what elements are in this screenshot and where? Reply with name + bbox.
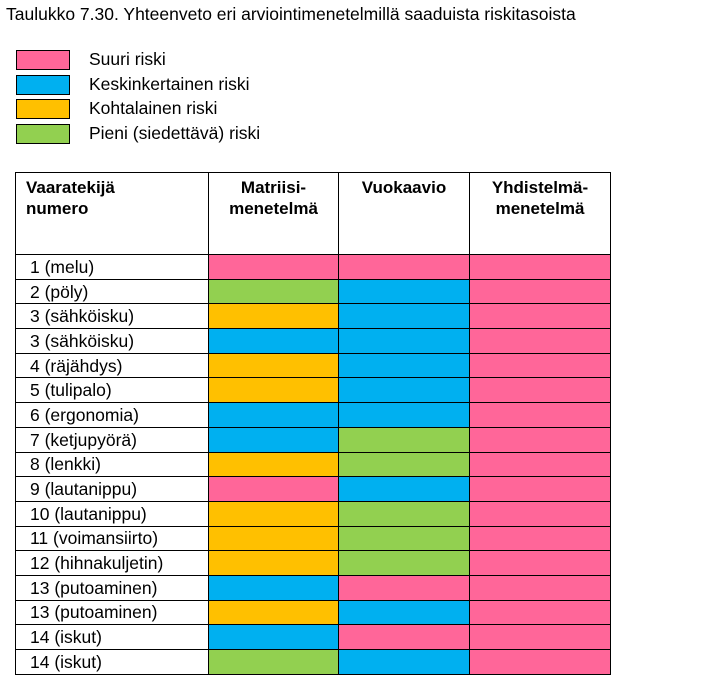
matrix-method-cell xyxy=(209,452,339,477)
flowchart-cell xyxy=(339,403,470,428)
hazard-number-cell: 13 (putoaminen) xyxy=(16,575,209,600)
flowchart-cell xyxy=(339,329,470,354)
hazard-number-cell: 3 (sähköisku) xyxy=(16,304,209,329)
matrix-method-cell xyxy=(209,329,339,354)
header-line: menetelmä xyxy=(495,199,585,218)
matrix-method-cell xyxy=(209,427,339,452)
table-row xyxy=(16,427,611,452)
flowchart-cell xyxy=(339,279,470,304)
flowchart-cell xyxy=(339,378,470,403)
combined-method-cell xyxy=(470,452,611,477)
combined-method-cell xyxy=(470,378,611,403)
header-line: Vuokaavio xyxy=(361,178,447,197)
hazard-number-cell: 9 (lautanippu) xyxy=(16,477,209,502)
table-row xyxy=(16,650,611,675)
combined-method-cell xyxy=(470,255,611,280)
hazard-number-cell: 7 (ketjupyörä) xyxy=(16,427,209,452)
matrix-method-cell xyxy=(209,477,339,502)
table-row xyxy=(16,551,611,576)
flowchart-cell xyxy=(339,477,470,502)
hazard-number-cell: 10 (lautanippu) xyxy=(16,501,209,526)
matrix-method-cell xyxy=(209,279,339,304)
combined-method-cell xyxy=(470,403,611,428)
hazard-number-cell: 2 (pöly) xyxy=(16,279,209,304)
flowchart-cell xyxy=(339,501,470,526)
flowchart-cell xyxy=(339,575,470,600)
table-caption: Taulukko 7.30. Yhteenveto eri arviointimenetelmillä saaduista riskitasoista xyxy=(6,4,576,24)
flowchart-cell xyxy=(339,526,470,551)
header-line: menetelmä xyxy=(229,199,318,218)
flowchart-cell xyxy=(339,650,470,675)
hazard-number-cell: 4 (räjähdys) xyxy=(16,353,209,378)
header-matrix-method xyxy=(209,173,339,255)
combined-method-cell xyxy=(470,526,611,551)
hazard-number-cell: 1 (melu) xyxy=(16,255,209,280)
combined-method-cell xyxy=(470,600,611,625)
header-hazard-number xyxy=(16,173,209,255)
combined-method-cell xyxy=(470,477,611,502)
table-body xyxy=(16,255,611,675)
hazard-number-cell: 14 (iskut) xyxy=(16,650,209,675)
matrix-method-cell xyxy=(209,403,339,428)
hazard-number-cell: 14 (iskut) xyxy=(16,625,209,650)
hazard-number-cell: 13 (putoaminen) xyxy=(16,600,209,625)
table-row xyxy=(16,600,611,625)
hazard-number-cell: 8 (lenkki) xyxy=(16,452,209,477)
combined-method-cell xyxy=(470,650,611,675)
flowchart-cell xyxy=(339,304,470,329)
legend-swatch xyxy=(16,75,70,95)
legend-label: Suuri riski xyxy=(89,49,166,69)
matrix-method-cell xyxy=(209,625,339,650)
hazard-number-cell: 5 (tulipalo) xyxy=(16,378,209,403)
flowchart-cell xyxy=(339,353,470,378)
matrix-method-cell xyxy=(209,526,339,551)
combined-method-cell xyxy=(470,353,611,378)
matrix-method-cell xyxy=(209,255,339,280)
hazard-number-cell: 12 (hihnakuljetin) xyxy=(16,551,209,576)
matrix-method-cell xyxy=(209,600,339,625)
combined-method-cell xyxy=(470,427,611,452)
hazard-number-cell: 6 (ergonomia) xyxy=(16,403,209,428)
header-combined-method xyxy=(470,173,611,255)
combined-method-cell xyxy=(470,304,611,329)
table-row xyxy=(16,255,611,280)
matrix-method-cell xyxy=(209,650,339,675)
legend-label: Pieni (siedettävä) riski xyxy=(89,122,261,143)
matrix-method-cell xyxy=(209,353,339,378)
flowchart-cell xyxy=(339,427,470,452)
table-row xyxy=(16,575,611,600)
flowchart-cell xyxy=(339,600,470,625)
legend-swatch xyxy=(16,50,70,70)
legend-label: Kohtalainen riski xyxy=(89,98,218,118)
table-row xyxy=(16,353,611,378)
hazard-number-cell: 11 (voimansiirto) xyxy=(16,526,209,551)
table-row xyxy=(16,501,611,526)
matrix-method-cell xyxy=(209,501,339,526)
table-row xyxy=(16,452,611,477)
matrix-method-cell xyxy=(209,304,339,329)
table-row xyxy=(16,477,611,502)
header-line: Vaaratekijä xyxy=(26,178,115,197)
matrix-method-cell xyxy=(209,378,339,403)
table-header-row xyxy=(16,173,611,255)
matrix-method-cell xyxy=(209,551,339,576)
table-row xyxy=(16,378,611,403)
matrix-method-cell xyxy=(209,575,339,600)
header-line: numero xyxy=(26,199,89,218)
combined-method-cell xyxy=(470,551,611,576)
combined-method-cell xyxy=(470,575,611,600)
legend-swatch xyxy=(16,124,70,144)
hazard-number-cell: 3 (sähköisku) xyxy=(16,329,209,354)
legend-label: Keskinkertainen riski xyxy=(89,73,250,94)
combined-method-cell xyxy=(470,279,611,304)
combined-method-cell xyxy=(470,625,611,650)
header-line: Yhdistelmä- xyxy=(491,178,589,197)
risk-summary-table xyxy=(15,172,611,675)
table-row xyxy=(16,403,611,428)
table-row xyxy=(16,625,611,650)
table-row xyxy=(16,279,611,304)
legend-swatch xyxy=(16,99,70,119)
header-flowchart xyxy=(339,173,470,255)
flowchart-cell xyxy=(339,255,470,280)
header-line: Matriisi- xyxy=(240,178,307,197)
table-row xyxy=(16,526,611,551)
flowchart-cell xyxy=(339,625,470,650)
flowchart-cell xyxy=(339,551,470,576)
flowchart-cell xyxy=(339,452,470,477)
table-row xyxy=(16,329,611,354)
table-row xyxy=(16,304,611,329)
combined-method-cell xyxy=(470,501,611,526)
combined-method-cell xyxy=(470,329,611,354)
